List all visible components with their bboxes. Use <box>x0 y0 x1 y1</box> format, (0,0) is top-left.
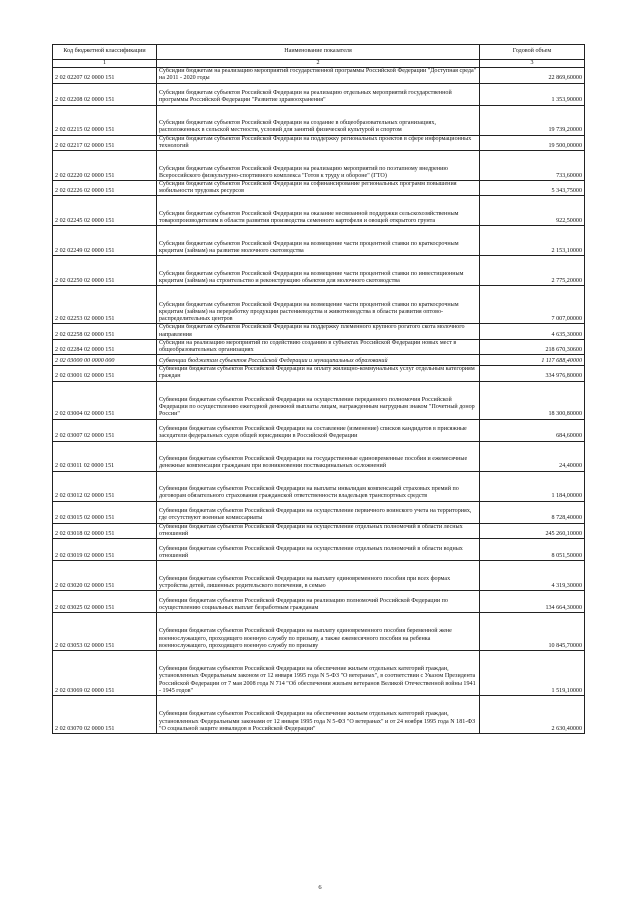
table-row <box>53 591 585 613</box>
table-row <box>53 381 585 419</box>
table-header-row <box>53 45 585 60</box>
row-value: 5 343,75000 <box>480 181 585 196</box>
row-code: 2 02 03069 02 0000 151 <box>53 651 157 696</box>
row-code: 2 02 02208 02 0000 151 <box>53 83 157 105</box>
table-row <box>53 105 585 135</box>
table-row <box>53 286 585 324</box>
row-name: Субсидии на реализацию мероприятий по содействию созданию в субъектах Российской Федерации новых мест в общеобразовательных организациях <box>157 339 480 354</box>
row-name: Субвенции бюджетам субъектов Российской Федерации на осуществление первичного воинского учета на территориях, где отсутствуют военные комиссариаты <box>157 501 480 523</box>
row-value: 1 117 688,40000 <box>480 355 585 366</box>
table-row <box>53 256 585 286</box>
table-row <box>53 419 585 441</box>
row-code: 2 02 03001 02 0000 151 <box>53 366 157 381</box>
header-name: Наименование показателя <box>157 45 480 60</box>
page-number: 6 <box>318 884 322 891</box>
row-code: 2 02 02258 02 0000 151 <box>53 324 157 339</box>
row-name: Субсидии бюджетам субъектов Российской Федерации на оказание несвязанной поддержки сельскохозяйственным товаропроизводителям в области развития производства семенного картофеля и овощей открытого грунта <box>157 196 480 226</box>
row-value: 10 845,70000 <box>480 613 585 651</box>
row-value: 1 519,10000 <box>480 651 585 696</box>
table-row <box>53 135 585 150</box>
table-row <box>53 441 585 471</box>
table-row <box>53 651 585 696</box>
row-code: 2 02 03053 02 0000 151 <box>53 613 157 651</box>
column-number-row <box>53 60 585 68</box>
row-code: 2 02 02250 02 0000 151 <box>53 256 157 286</box>
row-name: Субсидии бюджетам субъектов Российской Федерации на возмещение части процентной ставки по краткосрочным кредитам (займам) на переработку продукции растениеводства и животноводства в области развития оптово-распределительных центров <box>157 286 480 324</box>
row-code: 2 02 03018 02 0000 151 <box>53 523 157 538</box>
row-name: Субвенции бюджетам субъектов Российской Федерации на составление (изменение) списков кандидатов в присяжные заседатели федеральных судов общей юрисдикции в Российской Федерации <box>157 419 480 441</box>
row-name: Субсидии бюджетам субъектов Российской Федерации на возмещение части процентной ставки по инвестиционным кредитам (займам) на строительство и реконструкцию объектов для молочного скотоводства <box>157 256 480 286</box>
table-body <box>53 68 585 734</box>
row-code: 2 02 02226 02 0000 151 <box>53 181 157 196</box>
row-name: Субсидии бюджетам субъектов Российской Федерации на поддержку племенного крупного рогатого скота молочного направления <box>157 324 480 339</box>
row-code: 2 02 02207 02 0000 151 <box>53 68 157 83</box>
table-row <box>53 696 585 734</box>
row-code: 2 02 02253 02 0000 151 <box>53 286 157 324</box>
table-row <box>53 539 585 561</box>
row-name: Субвенции бюджетам субъектов Российской Федерации и муниципальных образований <box>157 355 480 366</box>
table-row <box>53 324 585 339</box>
row-value: 8 728,40000 <box>480 501 585 523</box>
row-value: 922,50000 <box>480 196 585 226</box>
row-value: 19 500,00000 <box>480 135 585 150</box>
row-name: Субвенции бюджетам субъектов Российской Федерации на обеспечение жильем отдельных категорий граждан, установленных Федеральными законами от 12 января 1995 года N 5-ФЗ "О ветеранах" и от 24 ноября 1995 года N 181-ФЗ "О социальной защите инвалидов в Российской Федерации" <box>157 696 480 734</box>
table-row <box>53 226 585 256</box>
table-row <box>53 561 585 591</box>
table-row <box>53 83 585 105</box>
row-code: 2 02 02215 02 0000 151 <box>53 105 157 135</box>
row-name: Субсидии бюджетам на реализацию мероприятий государственной программы Российской Федерации "Доступная среда" на 2011 - 2020 годы <box>157 68 480 83</box>
row-name: Субсидии бюджетам субъектов Российской Федерации на создание в общеобразовательных организациях, расположенных в сельской местности, условий для занятий физической культурой и спортом <box>157 105 480 135</box>
row-value: 134 664,30000 <box>480 591 585 613</box>
row-code: 2 02 03020 02 0000 151 <box>53 561 157 591</box>
header-code: Код бюджетной классификации <box>53 45 157 60</box>
row-code: 2 02 02249 02 0000 151 <box>53 226 157 256</box>
row-name: Субсидии бюджетам субъектов Российской Федерации на реализацию мероприятий по поэтапному внедрению Всероссийского физкультурно-спортивного комплекса "Готов к труду и обороне" (ГТО) <box>157 151 480 181</box>
row-code: 2 02 02284 02 0000 151 <box>53 339 157 354</box>
row-code: 2 02 03015 02 0000 151 <box>53 501 157 523</box>
row-code: 2 02 02245 02 0000 151 <box>53 196 157 226</box>
row-value: 2 153,10000 <box>480 226 585 256</box>
column-number-2: 2 <box>157 60 480 68</box>
row-value: 1 353,90000 <box>480 83 585 105</box>
row-name: Субвенции бюджетам субъектов Российской Федерации на реализацию полномочий Российской Федерации по осуществлению социальных выплат безработным гражданам <box>157 591 480 613</box>
header-value: Годовой объем <box>480 45 585 60</box>
row-code: 2 02 03011 02 0000 151 <box>53 441 157 471</box>
row-code: 2 02 03007 02 0000 151 <box>53 419 157 441</box>
row-name: Субвенции бюджетам субъектов Российской Федерации на выплату единовременного пособия при всех формах устройства детей, лишенных родительского попечения, в семью <box>157 561 480 591</box>
row-name: Субвенции бюджетам субъектов Российской Федерации на выплату единовременного пособия беременной жене военнослужащего, проходящего военную службу по призыву, а также ежемесячного пособия на ребенка военнослужащего, проходящего военную службу по призыву <box>157 613 480 651</box>
row-name: Субсидии бюджетам субъектов Российской Федерации на возмещение части процентной ставки по краткосрочным кредитам (займам) на развитие молочного скотоводства <box>157 226 480 256</box>
row-value: 22 869,60000 <box>480 68 585 83</box>
row-code: 2 02 03070 02 0000 151 <box>53 696 157 734</box>
row-value: 1 184,00000 <box>480 471 585 501</box>
row-name: Субсидии бюджетам субъектов Российской Федерации на реализацию отдельных мероприятий государственной программы Российской Федерации "Развитие здравоохранения" <box>157 83 480 105</box>
table-row <box>53 471 585 501</box>
row-code: 2 02 03019 02 0000 151 <box>53 539 157 561</box>
row-value: 2 630,40000 <box>480 696 585 734</box>
row-code: 2 02 02220 02 0000 151 <box>53 151 157 181</box>
row-name: Субвенции бюджетам субъектов Российской Федерации на государственные единовременные пособия и ежемесячные денежные компенсации гражданам при возникновении поствакцинальных осложнений <box>157 441 480 471</box>
row-code: 2 02 02217 02 0000 151 <box>53 135 157 150</box>
row-value: 218 670,30600 <box>480 339 585 354</box>
row-code: 2 02 03012 02 0000 151 <box>53 471 157 501</box>
row-name: Субсидии бюджетам субъектов Российской Федерации на поддержку региональных проектов в сфере информационных технологий <box>157 135 480 150</box>
row-value: 24,40000 <box>480 441 585 471</box>
row-name: Субвенции бюджетам субъектов Российской Федерации на оплату жилищно-коммунальных услуг отдельным категориям граждан <box>157 366 480 381</box>
row-name: Субвенции бюджетам субъектов Российской Федерации на осуществление переданного полномочия Российской Федерации по осуществлению ежегодной денежной выплаты лицам, награжденным нагрудным знаком "Почетный донор России" <box>157 381 480 419</box>
row-name: Субвенции бюджетам субъектов Российской Федерации на выплаты инвалидам компенсаций страховых премий по договорам обязательного страхования гражданской ответственности владельцев транспортных средств <box>157 471 480 501</box>
row-value: 334 976,80000 <box>480 366 585 381</box>
row-name: Субвенции бюджетам субъектов Российской Федерации на осуществление отдельных полномочий в области лесных отношений <box>157 523 480 538</box>
column-number-1: 1 <box>53 60 157 68</box>
row-value: 733,60000 <box>480 151 585 181</box>
row-value: 18 300,80000 <box>480 381 585 419</box>
table-row <box>53 151 585 181</box>
row-value: 19 739,20000 <box>480 105 585 135</box>
row-code: 2 02 03004 02 0000 151 <box>53 381 157 419</box>
row-code: 2 02 03000 00 0000 000 <box>53 355 157 366</box>
row-value: 684,60000 <box>480 419 585 441</box>
table-row <box>53 523 585 538</box>
row-value: 2 775,20000 <box>480 256 585 286</box>
row-value: 4 319,30000 <box>480 561 585 591</box>
column-number-3: 3 <box>480 60 585 68</box>
row-name: Субвенции бюджетам субъектов Российской Федерации на осуществление отдельных полномочий в области водных отношений <box>157 539 480 561</box>
row-name: Субсидии бюджетам субъектов Российской Федерации на софинансирование региональных программ повышения мобильности трудовых ресурсов <box>157 181 480 196</box>
table-row <box>53 501 585 523</box>
table-row <box>53 613 585 651</box>
row-name: Субвенции бюджетам субъектов Российской Федерации на обеспечение жильем отдельных категорий граждан, установленных Федеральным законом от 12 января 1995 года N 5-ФЗ "О ветеранах", в соответствии с Указом Президента Российской Федерации от 7 мая 2008 года N 714 "Об обеспечении жильем ветеранов Великой Отечественной войны 1941 - 1945 годов" <box>157 651 480 696</box>
row-value: 7 007,00000 <box>480 286 585 324</box>
table-row <box>53 339 585 354</box>
table-row <box>53 68 585 83</box>
row-code: 2 02 03025 02 0000 151 <box>53 591 157 613</box>
budget-table <box>52 44 585 734</box>
table-row <box>53 355 585 366</box>
table-row <box>53 366 585 381</box>
table-row <box>53 196 585 226</box>
row-value: 4 635,30000 <box>480 324 585 339</box>
row-value: 8 051,50000 <box>480 539 585 561</box>
table-row <box>53 181 585 196</box>
row-value: 245 260,10000 <box>480 523 585 538</box>
